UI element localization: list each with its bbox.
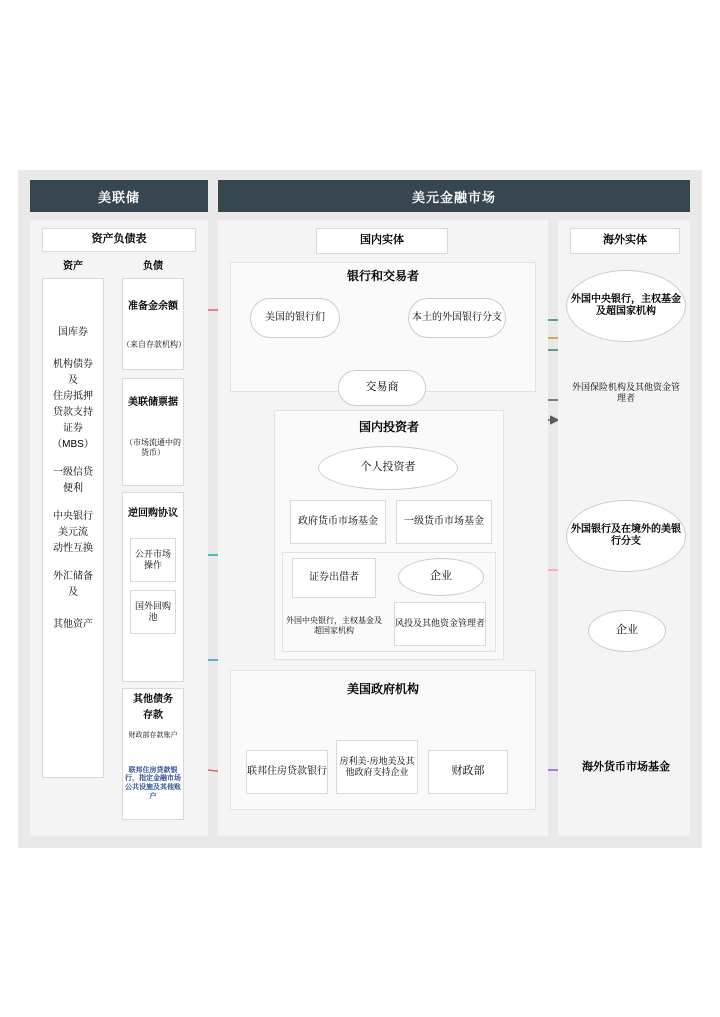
asset-agency-6: （MBS）	[52, 438, 94, 450]
node-foreign-cb-domestic: 外国中央银行，主权基金及超国家机构	[286, 616, 382, 635]
asset-swap-3: 动性互换	[53, 542, 93, 554]
node-foreign-insurers: 外国保险机构及其他资金管理者	[571, 381, 680, 403]
node-foreign-central-banks[interactable]: 外国中央银行，主权基金及超国家机构	[566, 270, 686, 342]
node-foreign-banks[interactable]: 外国银行及在境外的美银行分支	[566, 500, 686, 572]
liab-other-note-2: 联邦住房贷款银行，指定金融市场公共设施及其他账户	[125, 766, 181, 800]
node-vc-asset-managers[interactable]: 风投及其他资金管理者	[394, 602, 486, 646]
asset-agency-3: 住房抵押	[53, 390, 93, 402]
gov-title: 美国政府机构	[346, 681, 419, 696]
liab-other-note-1: 财政部存款账户	[128, 731, 178, 739]
node-overseas-corporates[interactable]: 企业	[588, 610, 666, 652]
node-treasury[interactable]: 财政部	[428, 750, 508, 794]
node-gov-mmf[interactable]: 政府货币市场基金	[290, 500, 386, 544]
liab-repo-foreign-pool: 国外回购池	[130, 590, 176, 634]
node-us-banks[interactable]: 美国的银行们	[250, 298, 340, 338]
liabilities-label: 负债	[143, 260, 163, 272]
asset-agency-1: 机构债券	[53, 358, 93, 370]
liab-repo-name: 逆回购协议	[128, 507, 178, 519]
liab-repo-open-market: 公开市场操作	[130, 538, 176, 582]
market-panel-header: 美元金融市场	[218, 180, 690, 212]
node-dealer[interactable]: 交易商	[338, 370, 426, 406]
asset-fx-2: 及	[68, 586, 78, 598]
asset-swap-2: 美元流	[58, 526, 88, 538]
asset-primary-credit-1: 一级信贷	[53, 466, 93, 478]
liab-notes-name: 美联储票据	[128, 396, 178, 408]
balance-sheet-title: 资产负债表	[42, 228, 196, 252]
asset-swap-1: 中央银行	[53, 510, 93, 522]
domestic-title: 国内实体	[316, 228, 448, 254]
node-gses[interactable]: 房利美·房地美及其他政府支持企业	[336, 740, 418, 794]
asset-treasuries: 国库券	[58, 326, 88, 338]
asset-fx-1: 外汇储备	[53, 570, 93, 582]
fed-panel-header: 美联储	[30, 180, 208, 212]
liab-reserves-name: 准备金余额	[128, 300, 178, 312]
overseas-title: 海外实体	[570, 228, 680, 254]
node-offshore-mmf: 海外货币市场基金	[582, 761, 670, 774]
node-fhlb[interactable]: 联邦住房贷款银行	[246, 750, 328, 794]
asset-other: 其他资产	[53, 618, 93, 630]
diagram-board	[18, 170, 702, 848]
node-prime-mmf[interactable]: 一级货币市场基金	[396, 500, 492, 544]
investors-title: 国内投资者	[358, 419, 419, 434]
liab-other-name: 其他债务	[133, 693, 173, 705]
node-securities-lender[interactable]: 证券出借者	[292, 558, 376, 598]
liab-reserves-note: （来自存款机构）	[122, 340, 186, 349]
asset-agency-5: 证券	[63, 422, 83, 434]
node-foreign-bank-branches[interactable]: 本土的外国银行分支	[408, 298, 506, 338]
asset-agency-4: 贷款支持	[53, 406, 93, 418]
liab-notes-note: （市场流通中的货币）	[125, 438, 181, 457]
node-corporates[interactable]: 企业	[398, 558, 484, 596]
banks-group-title: 银行和交易者	[346, 268, 419, 283]
assets-label: 资产	[63, 260, 83, 272]
asset-primary-credit-2: 便利	[63, 482, 83, 494]
node-individual-investors[interactable]: 个人投资者	[318, 446, 458, 490]
liab-other-deposit: 存款	[143, 709, 163, 721]
asset-agency-2: 及	[68, 374, 78, 386]
